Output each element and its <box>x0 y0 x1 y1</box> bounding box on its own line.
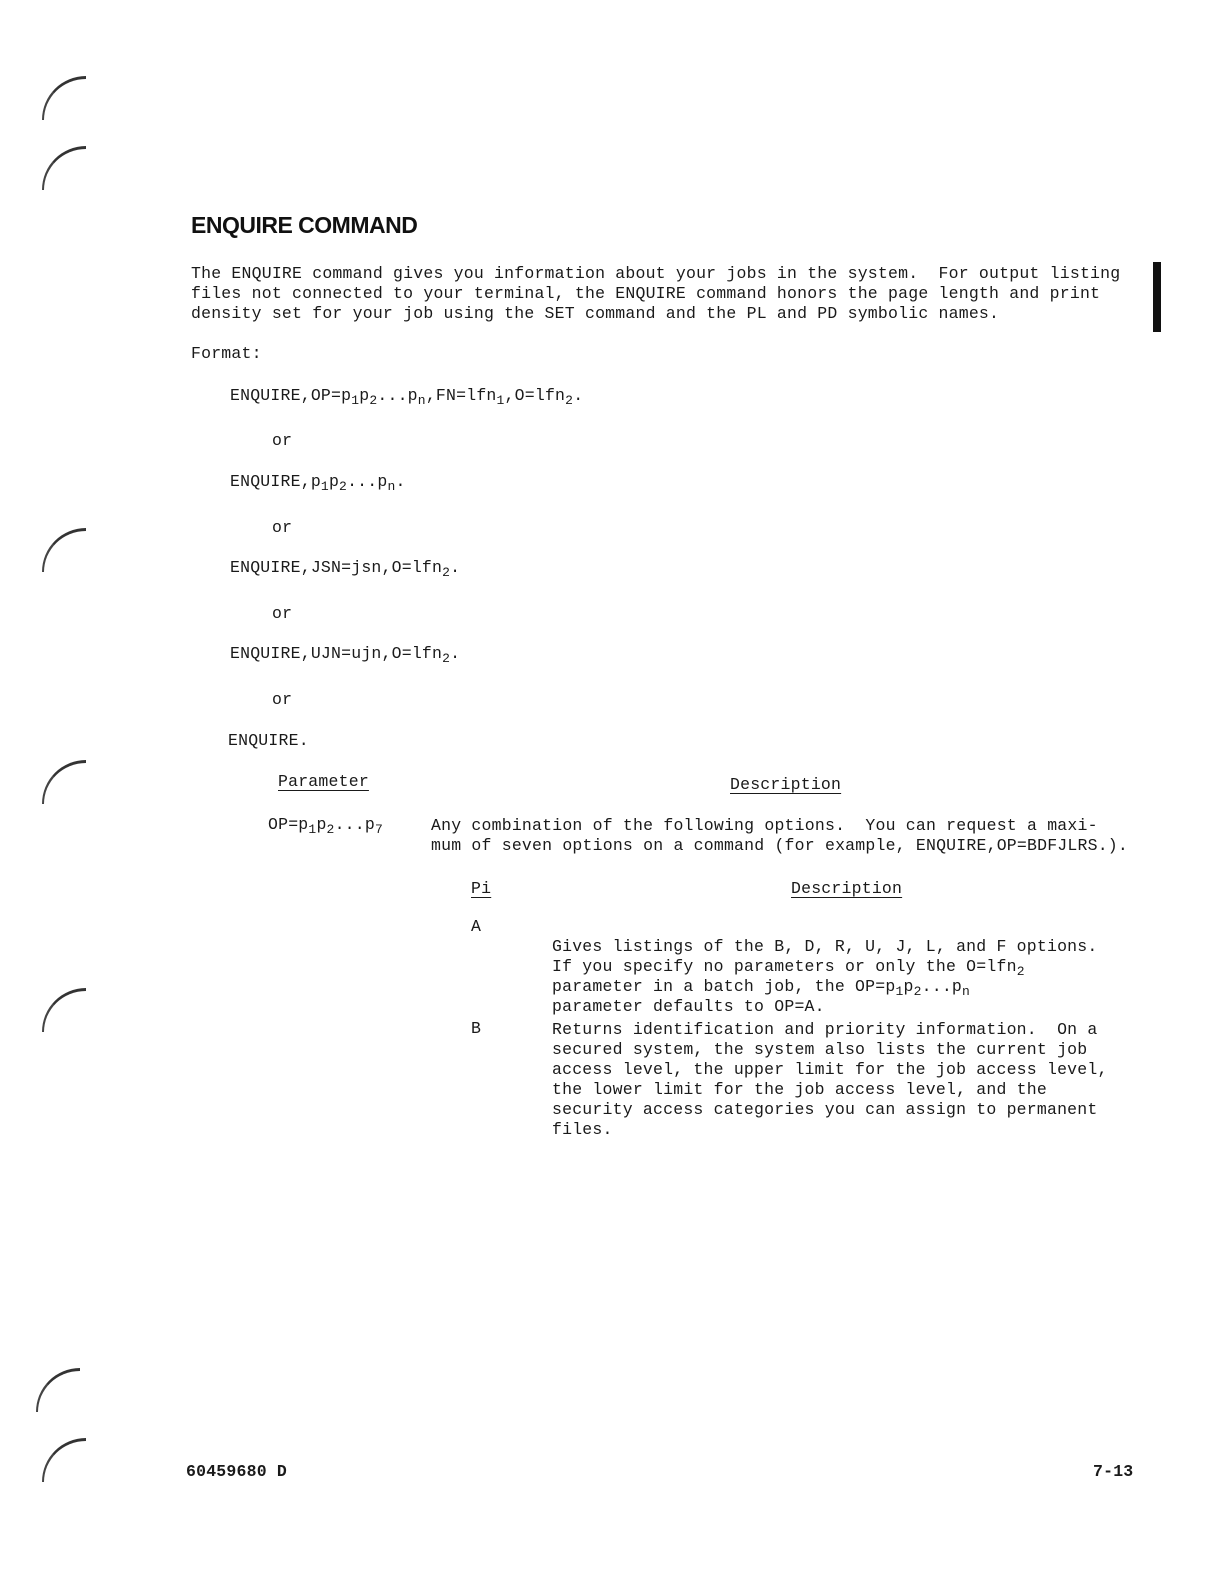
sub-column-header-description: Description <box>791 879 903 898</box>
format-line-5: ENQUIRE. <box>228 731 309 750</box>
option-description-a: Gives listings of the B, D, R, U, J, L, and F options. If you specify no parameters or only the O=lfn$_2$ parameter in a batch job, the $OP=p_1p_2...p_n$ parameter defaults to OP=A. <box>552 937 1098 1016</box>
format-label: Format: <box>191 344 262 363</box>
binder-hole-4 <box>42 760 86 804</box>
option-description-b: Returns identification and priority information. On a secured system, the system also lists the current job access level, the upper limit for the job access level, the lower limit for the job access level, and the security access categories you can assign to permanent files. <box>552 1020 1108 1139</box>
format-line-1: $ENQUIRE,OP=p_1p_2...p_n,FN=lfn_1,O=lfn_2$. <box>230 386 584 408</box>
document-number: 60459680 D <box>186 1462 288 1481</box>
sub-column-header-pi: Pi <box>471 879 492 898</box>
change-bar <box>1153 262 1161 332</box>
page-number: 7-13 <box>1093 1462 1134 1481</box>
format-line-3: ENQUIRE,JSN=jsn,O=lfn$_2$. <box>230 558 461 580</box>
option-key-b: B <box>471 1019 482 1038</box>
format-line-4: ENQUIRE,UJN=ujn,O=lfn$_2$. <box>230 644 461 666</box>
or-separator: or <box>272 518 293 537</box>
column-header-parameter: Parameter <box>278 772 369 791</box>
parameter-name: $OP=p_1p_2...p_7$ <box>268 815 383 837</box>
option-key-a: A <box>471 917 482 936</box>
binder-hole-7 <box>42 1438 86 1482</box>
intro-paragraph: The ENQUIRE command gives you information about your jobs in the system. For output listing files not connected to your terminal, the ENQUIRE command honors the page length and print density set for your job using the SET command and the PL and PD symbolic names. <box>191 264 1121 323</box>
binder-hole-2 <box>42 146 86 190</box>
format-line-2: $ENQUIRE,p_1p_2...p_n$. <box>230 472 406 494</box>
binder-hole-5 <box>42 988 86 1032</box>
page-title: ENQUIRE COMMAND <box>191 212 418 238</box>
binder-hole-3 <box>42 528 86 572</box>
or-separator: or <box>272 604 293 623</box>
or-separator: or <box>272 690 293 709</box>
parameter-description: Any combination of the following options. You can request a maxi- mum of seven options on a command (for example, ENQUIRE,OP=BDFJLRS.). <box>431 816 1129 855</box>
column-header-description: Description <box>730 775 842 794</box>
binder-hole-6 <box>36 1368 80 1412</box>
or-separator: or <box>272 431 293 450</box>
binder-hole-1 <box>42 76 86 120</box>
